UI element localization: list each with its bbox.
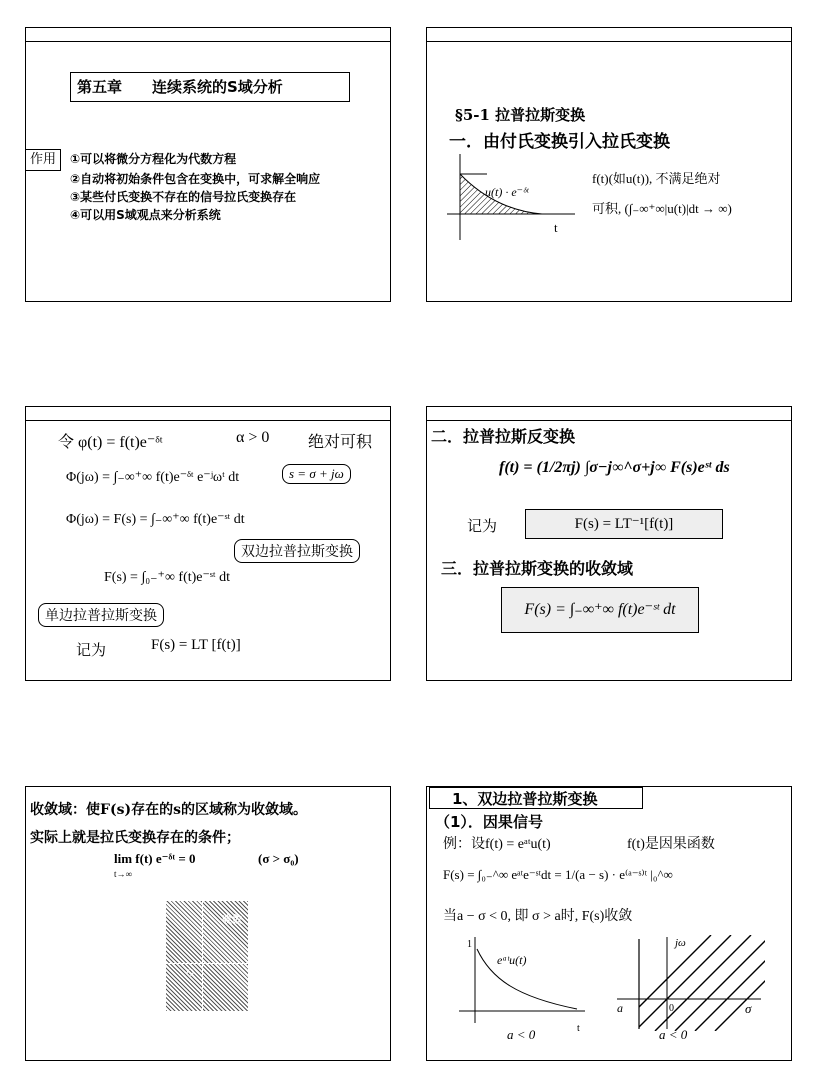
plot-one-label: 1: [467, 939, 472, 950]
exp-decay-curve: [477, 949, 577, 1009]
point-1: ①可以将微分方程化为代数方程: [70, 152, 237, 166]
absolute-integrable-note: 绝对可积: [308, 434, 373, 451]
laplace-bilateral-formula: Φ(jω) = F(s) = ∫₋∞⁺∞ f(t)e⁻ˢᵗ dt: [66, 512, 245, 527]
point-4: ④可以用S域观点来分析系统: [70, 208, 221, 222]
origin-label: 0: [669, 1003, 674, 1014]
slide-top-rule: [427, 420, 791, 421]
heading-1: 一．由付氏变换引入拉氏变换: [449, 132, 670, 152]
sigma-axis-label: σ: [745, 1001, 752, 1016]
plot-t-label: t: [577, 1023, 580, 1034]
laplace-unilateral-formula: F(s) = ∫₀₋⁺∞ f(t)e⁻ˢᵗ dt: [104, 570, 230, 585]
point-3: ③某些付氏变换不存在的信号拉氏变换存在: [70, 190, 297, 204]
limit-formula: lim f(t) e⁻ᵟᵗ = 0: [114, 851, 196, 866]
inverse-notation-box: F(s) = LT⁻¹[f(t)]: [525, 509, 723, 539]
phi-fourier-formula: Φ(jω) = ∫₋∞⁺∞ f(t)e⁻ᵟᵗ e⁻ʲωᵗ dt: [66, 470, 240, 485]
s-plane-plot: [615, 935, 765, 1031]
convergence-condition: 当a − σ < 0, 即 σ > a时, F(s)收敛: [443, 909, 633, 924]
chapter-title: 第五章 连续系统的S域分析: [70, 72, 350, 102]
roc-definition: 收敛域：使F(s)存在的s的区域称为收敛域。: [30, 802, 307, 818]
point-2: ②自动将初始条件包含在变换中，可求解全响应: [70, 172, 321, 186]
left-condition: a < 0: [507, 1027, 536, 1042]
a-label: a: [617, 1001, 623, 1015]
graph-label: u(t) · e⁻ᵟᵗ: [485, 185, 529, 199]
inverse-notation-label: 记为: [467, 519, 498, 535]
example-laplace-formula: F(s) = ∫₀₋^∞ eᵃᵗe⁻ˢᵗdt = 1/(a − s) · e⁽ᵃ⁻ˢ⁾ᵗ |₀^∞: [443, 867, 673, 882]
slide-4: [426, 406, 792, 681]
slide-1: [25, 27, 391, 302]
desc-line-2: 可积, (∫₋∞⁺∞|u(t)|dt → ∞): [592, 201, 732, 216]
limit-condition: (σ > σ₀): [258, 851, 299, 866]
slide-5: [25, 786, 391, 1061]
plot-curve-label: eᵃᵗu(t): [497, 953, 527, 967]
slide-top-rule: [427, 41, 791, 42]
callout-unilateral: 单边拉普拉斯变换: [38, 603, 164, 627]
jw-axis-label: jω: [675, 937, 686, 949]
inverse-laplace-formula: f(t) = (1/2πj) ∫σ−j∞^σ+j∞ F(s)eˢᵗ ds: [499, 459, 730, 476]
causal-function-note: f(t)是因果函数: [627, 837, 715, 852]
roc-origin-label: O: [186, 967, 194, 979]
alpha-condition: α > 0: [236, 429, 270, 446]
limit-subscript: t→∞: [114, 869, 132, 879]
right-condition: a < 0: [659, 1027, 688, 1042]
heading-2: 二．拉普拉斯反变换: [431, 427, 576, 446]
roc-condition-text: 实际上就是拉氏变换存在的条件；: [30, 830, 240, 846]
forward-laplace-box: F(s) = ∫₋∞⁺∞ f(t)e⁻ˢᵗ dt: [501, 587, 699, 633]
roc-vertical-axis: [202, 901, 203, 1011]
heading-3: 三．拉普拉斯变换的收敛域: [441, 559, 634, 578]
callout-bilateral: 双边拉普拉斯变换: [234, 539, 360, 563]
example-definition: 例：设f(t) = eᵃᵗu(t): [443, 837, 551, 852]
role-tag: 作用: [25, 149, 61, 171]
phi-definition: 令 φ(t) = f(t)e⁻ᵟᵗ: [58, 434, 163, 451]
notation-formula: F(s) = LT [f(t)]: [151, 637, 241, 653]
causal-signal-heading: （1）．因果信号: [435, 813, 543, 831]
slide-2: [426, 27, 792, 302]
slide-6: [426, 786, 792, 1061]
axis-t-label: t: [554, 220, 558, 235]
roc-horizontal-axis: [166, 963, 248, 964]
slide6-title: 1、双边拉普拉斯变换: [429, 787, 643, 809]
callout-s-definition: s = σ + jω: [282, 464, 351, 484]
section-title: §5-1 拉普拉斯变换: [455, 106, 586, 124]
roc-region-label: 收敛: [222, 915, 242, 926]
slide-top-rule: [26, 420, 390, 421]
slide-3: [25, 406, 391, 681]
notation-label: 记为: [76, 643, 107, 659]
roc-hatch-lines: [615, 935, 765, 1031]
slide-top-rule: [26, 41, 390, 42]
time-domain-plot: [457, 935, 587, 1025]
desc-line-1: f(t)(如u(t)), 不满足绝对: [592, 171, 721, 186]
